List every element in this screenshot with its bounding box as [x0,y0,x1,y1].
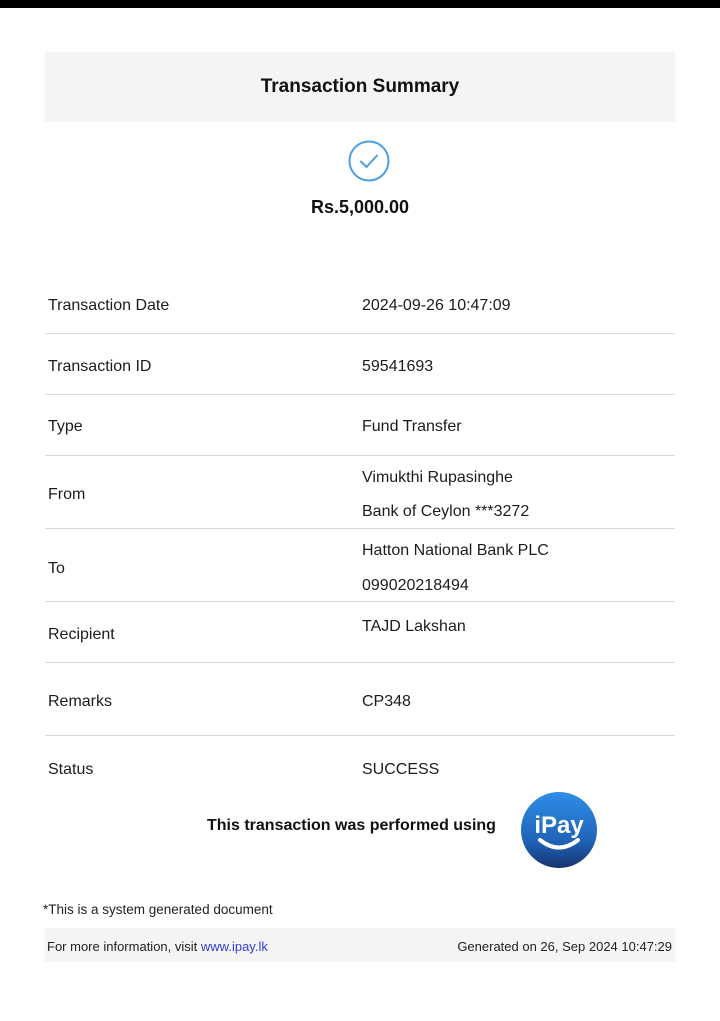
detail-row-from [45,456,675,529]
detail-value: 59541693 [362,358,434,375]
ipay-logo [520,791,598,869]
detail-value: CP348 [362,693,411,710]
page-title: Transaction Summary [260,76,460,97]
transaction-amount: Rs.5,000.00 [310,197,410,217]
detail-value-bank: Hatton National Bank PLC [362,542,549,559]
ipay-website-link[interactable]: www.ipay.lk [200,939,268,954]
detail-label: Transaction ID [48,358,152,375]
detail-value: Fund Transfer [362,418,462,435]
detail-label: To [48,560,65,577]
detail-row-date [45,273,675,334]
system-generated-note: *This is a system generated document [43,902,273,917]
generated-timestamp: Generated on 26, Sep 2024 10:47:29 [457,939,672,954]
transaction-details [45,273,675,796]
detail-label: Remarks [48,693,113,710]
detail-label: Status [48,761,94,778]
detail-row-status [45,736,675,796]
top-bar [0,0,720,8]
detail-value: TAJD Lakshan [362,618,466,635]
detail-label: Transaction Date [48,297,170,314]
detail-row-to [45,529,675,602]
detail-label: Type [48,418,83,435]
detail-label: Recipient [48,626,115,643]
detail-value-account: Bank of Ceylon ***3272 [362,503,530,520]
detail-value: SUCCESS [362,761,440,778]
footer-bar [45,928,675,962]
detail-row-remarks [45,663,675,736]
detail-value-account: 099020218494 [362,577,469,594]
footer-info [47,939,268,954]
detail-value-name: Vimukthi Rupasinghe [362,469,513,486]
detail-row-id [45,334,675,395]
performed-using-text: This transaction was performed using [207,817,496,834]
footer-info-text: For more information, visit [47,939,198,954]
detail-value: 2024-09-26 10:47:09 [362,297,511,314]
summary-header [45,52,675,122]
svg-text:iPay: iPay [534,812,584,839]
detail-row-type [45,395,675,456]
detail-label: From [48,486,86,503]
detail-row-recipient [45,602,675,663]
check-circle-icon [347,139,391,183]
